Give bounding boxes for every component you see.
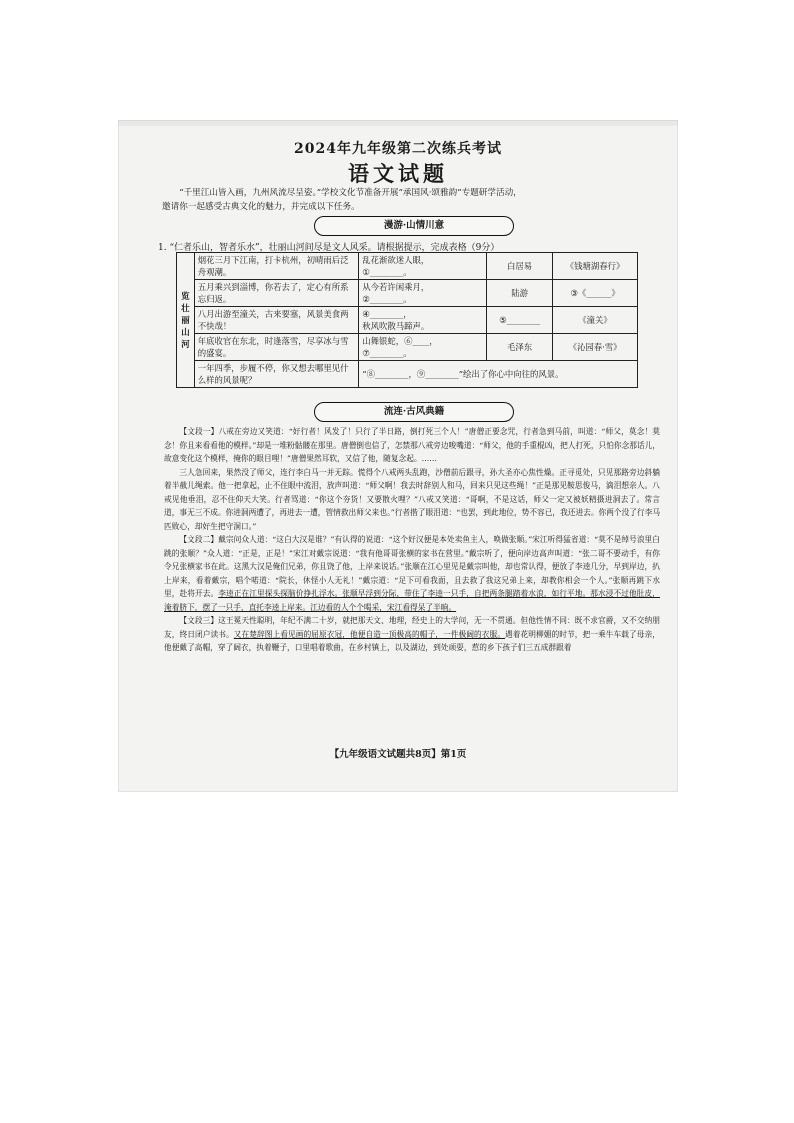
table-row: [177, 334, 638, 361]
passage-paragraph: [164, 614, 660, 655]
section-banner-scenery: 漫游·山情川意: [314, 216, 514, 236]
verse-blank[interactable]: ④________，: [362, 309, 412, 319]
row-description: 一年四季，步履不停，你又想去哪里见什么样的风景呢？: [194, 361, 358, 388]
theme-char: 河: [181, 339, 190, 349]
row-work-blank[interactable]: ③《______》: [553, 280, 638, 307]
theme-char: 览: [181, 291, 190, 301]
row-description: 八月出游至潼关，古来要塞，风景美食两不快哉！: [194, 307, 358, 334]
intro-line: 邀请你一起感受古典文化的魅力，并完成以下任务。: [162, 202, 360, 212]
row-author: 白居易: [487, 253, 553, 280]
theme-cell: [177, 253, 195, 388]
row-description: 烟花三月下江南，打卡杭州，初晴雨后泛舟观潮。: [194, 253, 358, 280]
row-verse: [359, 334, 487, 361]
section-banner-classics: 流连·古风典籍: [314, 402, 514, 422]
row-author-blank[interactable]: ⑤________: [487, 307, 553, 334]
verse-line: 秋风吹散马蹄声。: [362, 321, 430, 331]
underlined-text: 又在楚辞图上看见画的屈原衣冠，他便自造一顶极高的帽子，一件极阔的衣服。: [233, 629, 506, 639]
passage-text: 遇着花明柳媚的时节，把一乘牛车载了母亲，他便戴了高帽，穿了阔衣，执着鞭子，口里唱着歌曲，在乡村镇上，以及湖边，到处顽耍，惹的乡下孩子们三五成群跟着: [164, 629, 660, 652]
row-verse: [359, 307, 487, 334]
exam-title: 2024年九年级第二次练兵考试: [294, 141, 502, 157]
passage-paragraph: [164, 533, 660, 614]
verse-line: 乱花渐欲迷人眼，: [362, 255, 430, 265]
passage-paragraph: 三人急回来，果然没了师父，连行李白马一并无踪。慌得个八戒两头乱跑，沙僧前后跟寻，孙大圣亦心焦性燥。正寻觅处，只见那路旁边斜躺着半截儿绳索。他一把拿起，止不住眼中流泪，放声叫道：“师父啊！我去时辞别人和马，回来只见这些绳！”正是那见鞍思俊马，滴泪想亲人。八戒见他垂泪，忍不住仰天大笑。行者骂道：“你这个夯货！又要散火哩？”八戒又笑道：“哥啊，不是这话，师父一定又被妖精摄进洞去了。常言道，事无三不成。你进洞两遭了，再进去一遭，管情救出师父来也。”行者揩了眼泪道：“也罢，到此地位，势不容已，我还进去。你两个没了行李马匹败心，却好生把守洞口。”: [164, 467, 661, 531]
verse-blank[interactable]: ⑦________。: [362, 348, 412, 358]
verse-blank[interactable]: ②________。: [362, 294, 412, 304]
table-row: [177, 307, 638, 334]
passage-text: 【文段二】戴宗问众人道：“这白大汉是谁？”有认得的说道：“这个好汉便是本处卖鱼主人，唤做张顺。”宋江听得猛省道：“莫不是绰号浪里白跳的张顺？”众人道：“正是，正是！”宋江对戴宗说道：“我有他哥哥张横的家书在营里。”戴宗听了，便向岸边高声叫道：“张二哥不要动手，有你令兄张横家书在此。这黑大汉是俺们兄弟，你且饶了他，上岸来说话。”张顺在江心里见是戴宗叫他，却也常认得，便放了李逵几分，早到岸边，扒上岸来，看着戴宗，唱个喏道：“院长，休怪小人无礼！”戴宗道：“足下可看我面，且去救了我这兄弟上来，却教你相会一个人。”张顺再跳下水里，赴将开去。: [164, 535, 660, 598]
subject-title: 语文试题: [348, 161, 448, 186]
verse-blank[interactable]: ①________。: [362, 267, 412, 277]
table-row: [177, 280, 638, 307]
row-verse: [359, 253, 487, 280]
row-description: 年底收官在东北，时逢落雪，尽享冰与雪的盛宴。: [194, 334, 358, 361]
poetry-table: [176, 252, 638, 388]
question-1-title: 1. “仁者乐山，智者乐水”，壮丽山河间尽是文人风采。请根据提示，完成表格（9分）: [158, 243, 500, 253]
passage-text: 【文段三】这王冕天性聪明，年纪不满二十岁，就把那天文、地理，经史上的大学问，无一不贯通。但他性情不同：既不求官爵，又不交纳朋友，终日闭户读书。: [164, 616, 660, 639]
row-work: 《沁园春·雪》: [553, 334, 638, 361]
row-author: 陆游: [487, 280, 553, 307]
passage-paragraph: 【文段一】八戒在旁边又笑道：“好行者！风发了！只行了半日路，倒打死三个人！”唐僧正要念咒，行者急到马前，叫道：“师父，莫念！莫念！你且来看看他的模样。”却是一堆粉骷髅在那里。唐僧倒也信了，怎禁那八戒旁边唆嘴道：“师父，他的手重棍凶，把人打死，只怕你念那话儿，故意变化这个模样，掩你的眼目哩！”唐僧果然耳软，又信了他，随复念起。……: [164, 427, 661, 463]
verse-blank[interactable]: 山舞银蛇，⑥____，: [362, 336, 438, 346]
row-answer-blank[interactable]: “⑧________，⑨________”绘出了你心中向往的风景。: [359, 361, 638, 388]
row-verse: [359, 280, 487, 307]
exam-page: [118, 120, 678, 792]
table-row: [177, 361, 638, 388]
table-row: [177, 253, 638, 280]
row-work: 《潼关》: [553, 307, 638, 334]
theme-char: 山: [181, 327, 190, 337]
scan-shadow: [118, 120, 678, 126]
theme-char: 壮: [181, 303, 190, 313]
theme-char: 丽: [181, 315, 190, 325]
reading-passages: [164, 425, 660, 655]
intro-text: [162, 186, 632, 214]
row-work: 《钱塘湖春行》: [553, 253, 638, 280]
row-description: 五月乘兴到淄博，你若去了，定心有所系忘归返。: [194, 280, 358, 307]
verse-line: 从今若许闲乘月，: [362, 282, 430, 292]
underlined-text: 李逵正在江里探头探脑价挣扎浮水。张顺早浮到分际，带住了李逵一只手，自把两条腿踏着水浪，如行平地。那水浸不过他肚皮，淹着脐下，摆了一只手，直托李逵上岸来。江边看的人个个喝采，宋江看得呆了半晌。: [164, 589, 660, 612]
row-author: 毛泽东: [487, 334, 553, 361]
intro-line: “千里江山皆入画，九州风流尽呈姿。”学校文化节准备开展“承国风·颂雅韵”专题研学活动，: [179, 188, 522, 198]
page-footer: 【九年级语文试题共8页】第1页: [329, 749, 467, 760]
